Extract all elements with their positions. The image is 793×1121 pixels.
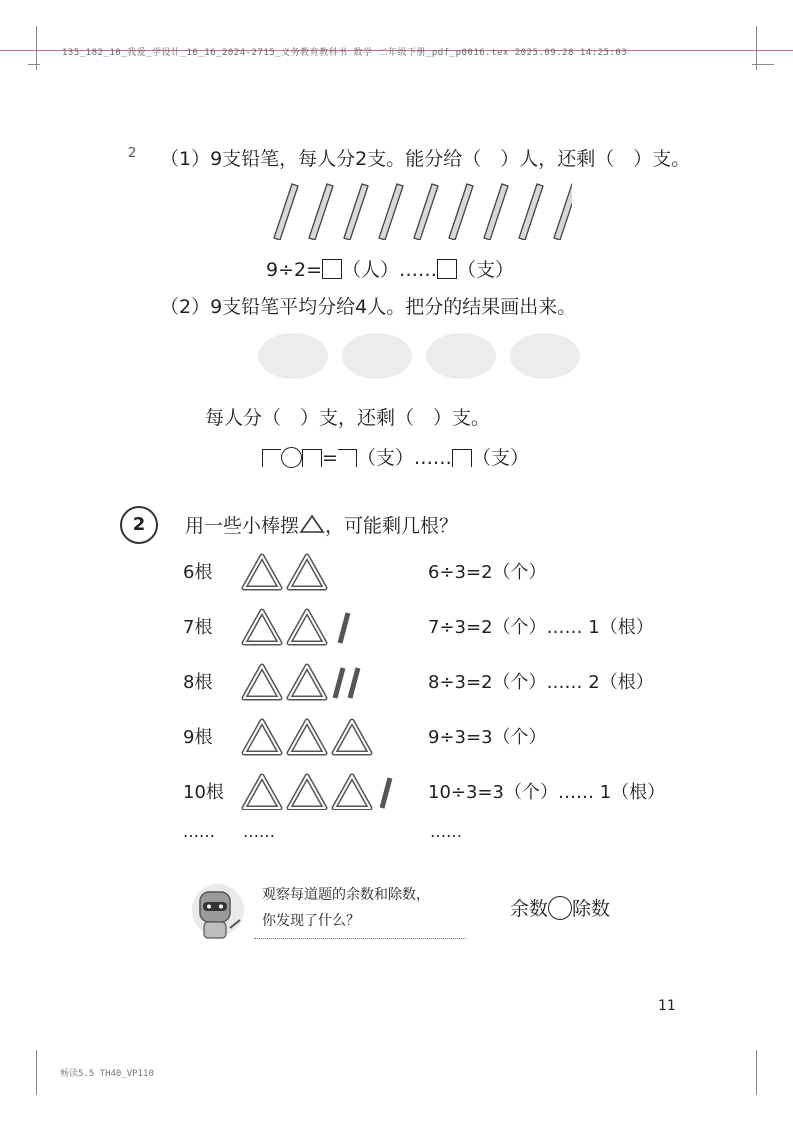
compare-remainder: 余数 [510, 898, 549, 920]
pencils-illustration [262, 180, 572, 240]
plate [426, 333, 496, 379]
crop-mark [752, 64, 774, 65]
stick-triangles-illustration [240, 550, 400, 810]
question-part1: （1）9支铅笔，每人分2支。能分给（ ）人，还剩（ ）支。 [160, 148, 691, 170]
row-label: 8根 [183, 672, 213, 693]
row-equation: 9÷3=3（个） [428, 727, 547, 748]
row-equation: 10÷3=3（个）…… 1（根） [428, 782, 666, 803]
title-part-b: ，可能剩几根？ [325, 515, 459, 537]
exercise-marker: 2 [128, 146, 137, 161]
compare-circle[interactable] [548, 896, 572, 920]
answer-box[interactable] [437, 259, 457, 279]
answer-box[interactable] [322, 259, 342, 279]
equation-lhs: 9÷2= [266, 259, 323, 281]
row-label: 10根 [183, 782, 224, 803]
answer-box[interactable] [452, 449, 472, 467]
equals-sign: = [322, 447, 338, 469]
unit-pencils: （支） [457, 259, 515, 281]
triangle-icon [299, 514, 325, 534]
plates-drawing-area[interactable] [258, 333, 588, 383]
answer-box[interactable] [302, 449, 322, 467]
exercise2-title [185, 511, 458, 538]
part2-answer-sentence: 每人分（ ）支，还剩（ ）支。 [205, 407, 491, 429]
row-equation: 8÷3=2（个）…… 2（根） [428, 672, 654, 693]
plate [258, 333, 328, 379]
unit-pencils: （支）…… [356, 447, 452, 469]
ellipsis: …… [430, 822, 462, 841]
row-label: 9根 [183, 727, 213, 748]
compare-expression [510, 894, 610, 921]
row-label: 7根 [183, 617, 213, 638]
page-number: 11 [658, 998, 676, 1014]
robot-icon [186, 880, 250, 944]
footer-info: 畅读5.5 TH40_VP110 [60, 1069, 154, 1079]
crop-mark [756, 1050, 757, 1095]
compare-divisor: 除数 [572, 898, 611, 920]
question-part2: （2）9支铅笔平均分给4人。把分的结果画出来。 [160, 296, 577, 318]
row-label: 6根 [183, 562, 213, 583]
plate [510, 333, 580, 379]
answer-box[interactable] [262, 449, 281, 467]
plate [342, 333, 412, 379]
division-equation-2 [262, 443, 529, 470]
answer-box[interactable] [338, 449, 357, 467]
division-equation-1 [266, 255, 514, 282]
ellipsis: …… [243, 822, 275, 841]
title-part-a: 用一些小棒摆 [185, 515, 300, 537]
row-equation: 7÷3=2（个）…… 1（根） [428, 617, 654, 638]
robot-hint-line2: 你发现了什么？ [262, 913, 360, 929]
crop-mark [28, 64, 40, 65]
robot-hint-line1: 观察每道题的余数和除数， [262, 887, 430, 903]
unit-pencils: （支） [471, 447, 529, 469]
speech-bubble-underline [254, 938, 466, 939]
print-info: 135_182_10_我爱_学设计_16_16_2024-2715_义务教育教科书 数学 二年级下册_pdf_p0016.tex 2025.09.28 14:25:03 [62, 48, 628, 58]
operator-circle[interactable] [281, 447, 302, 468]
exercise-number-badge: 2 [120, 506, 158, 544]
row-equation: 6÷3=2（个） [428, 562, 547, 583]
ellipsis: …… [183, 822, 215, 841]
crop-mark [36, 1050, 37, 1095]
unit-people: （人）…… [342, 259, 438, 281]
